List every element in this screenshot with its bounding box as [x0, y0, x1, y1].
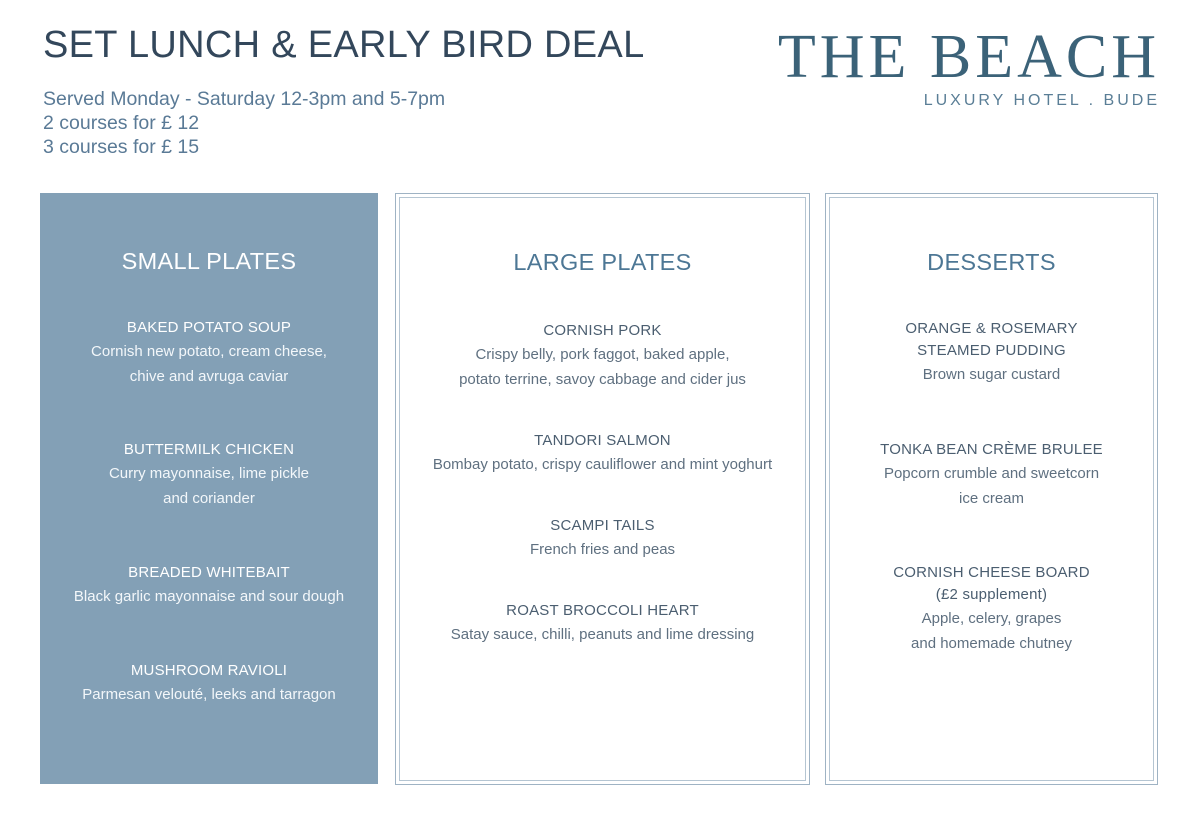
dish-name: STEAMED PUDDING: [917, 342, 1066, 359]
panel-border: [399, 197, 806, 781]
dish-name: MUSHROOM RAVIOLI: [130, 662, 288, 679]
served-times: Served Monday - Saturday 12-3pm and 5-7pm: [43, 88, 446, 110]
menu-item: [826, 562, 1157, 656]
menu-item: [40, 562, 378, 609]
section-title: SMALL PLATES: [121, 248, 297, 274]
dish-description: and homemade chutney: [911, 635, 1072, 652]
dish-description: ice cream: [958, 490, 1025, 507]
dish-name: BUTTERMILK CHICKEN: [123, 441, 295, 458]
menu-item: [40, 317, 378, 389]
dish-name: TONKA BEAN CRÈME BRULEE: [880, 441, 1103, 458]
desserts-panel: [825, 193, 1158, 785]
menu-item: [396, 430, 809, 477]
dish-name: BREADED WHITEBAIT: [128, 564, 290, 581]
dish-description: Popcorn crumble and sweetcorn: [883, 465, 1100, 482]
dish-description: Brown sugar custard: [922, 366, 1061, 383]
dish-name: CORNISH CHEESE BOARD: [893, 564, 1090, 581]
menu-item: [40, 439, 378, 511]
dish-name: TANDORI SALMON: [534, 432, 671, 449]
brand-name: THE BEACH: [777, 23, 1160, 91]
dish-description: Curry mayonnaise, lime pickle: [108, 465, 310, 482]
dish-description: Crispy belly, pork faggot, baked apple,: [475, 346, 730, 363]
dish-description: chive and avruga caviar: [129, 368, 289, 385]
large-plates-panel: [395, 193, 810, 785]
dish-description: Parmesan velouté, leeks and tarragon: [82, 686, 336, 703]
section-title: DESSERTS: [927, 249, 1056, 275]
dish-description: potato terrine, savoy cabbage and cider jus: [459, 371, 746, 388]
dish-name: ROAST BROCCOLI HEART: [506, 602, 699, 619]
dish-name: (£2 supplement): [935, 586, 1048, 603]
section-title: LARGE PLATES: [513, 249, 692, 275]
dish-description: French fries and peas: [529, 541, 676, 558]
menu-item: [826, 318, 1157, 387]
dish-description: and coriander: [163, 490, 255, 507]
dish-name: ORANGE & ROSEMARY: [905, 320, 1078, 337]
menu-item: [40, 660, 378, 707]
brand-logo: [778, 22, 1160, 110]
dish-name: SCAMPI TAILS: [550, 517, 655, 534]
pricing-info: [43, 87, 445, 159]
dish-description: Satay sauce, chilli, peanuts and lime dressing: [450, 626, 755, 643]
dish-description: Cornish new potato, cream cheese,: [91, 343, 327, 360]
dish-description: Black garlic mayonnaise and sour dough: [73, 588, 345, 605]
dish-name: BAKED POTATO SOUP: [126, 319, 292, 336]
dish-name: CORNISH PORK: [543, 322, 662, 339]
dish-description: Apple, celery, grapes: [921, 610, 1062, 627]
two-course-price: 2 courses for £ 12: [43, 112, 200, 134]
small-plates-panel: [40, 193, 378, 784]
menu-item: [826, 439, 1157, 511]
menu-item: [396, 320, 809, 392]
menu-item: [396, 600, 809, 647]
page-title: SET LUNCH & EARLY BIRD DEAL: [43, 24, 645, 66]
dish-description: Bombay potato, crispy cauliflower and mint yoghurt: [432, 456, 773, 473]
brand-subtitle: LUXURY HOTEL . BUDE: [923, 92, 1160, 109]
three-course-price: 3 courses for £ 15: [43, 136, 200, 158]
menu-item: [396, 515, 809, 562]
